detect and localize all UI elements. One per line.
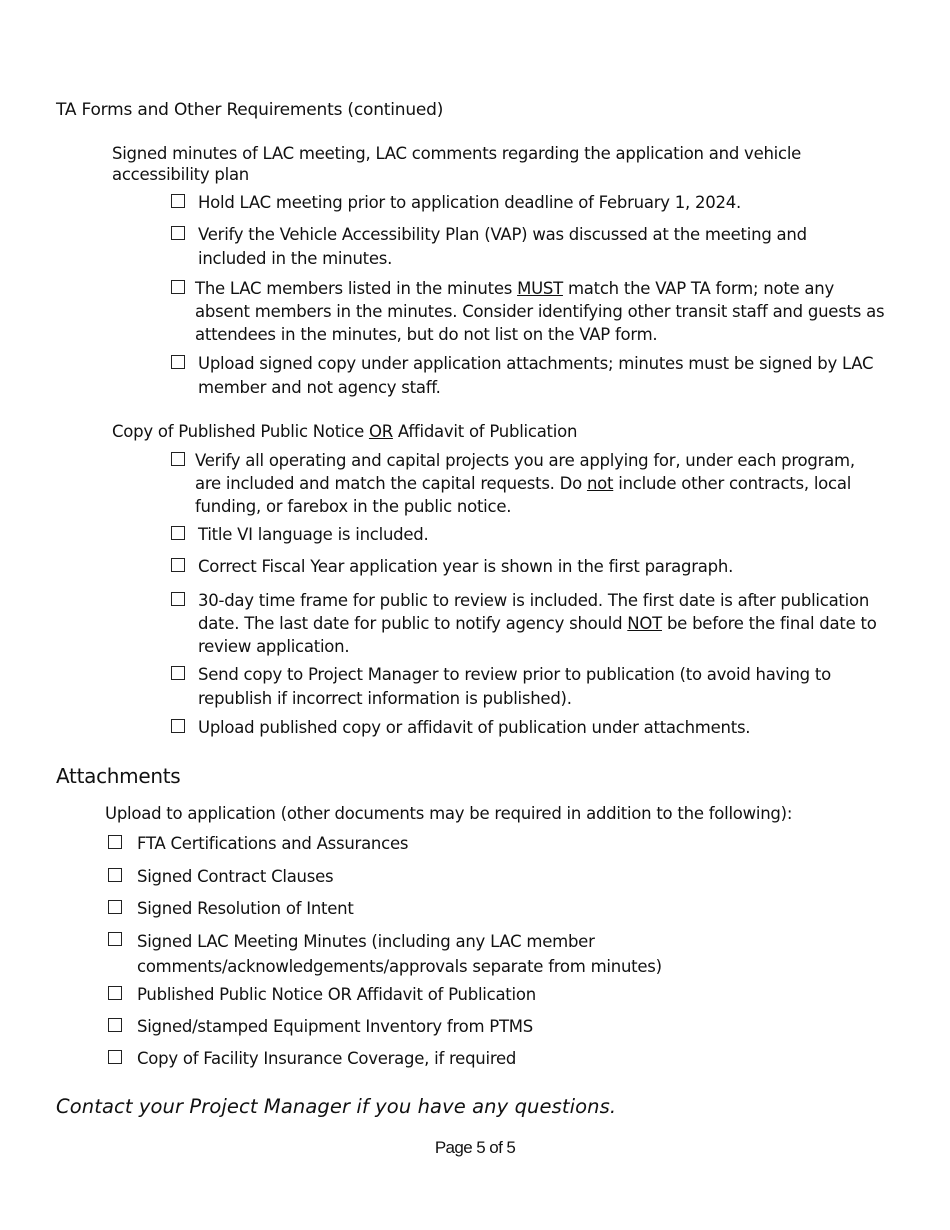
checkbox[interactable] [171,355,185,369]
page-heading: TA Forms and Other Requirements (continued) [56,100,444,120]
checkbox[interactable] [171,452,185,466]
must-emphasis: MUST [517,279,563,298]
attachment-item-1-text: FTA Certifications and Assurances [137,834,409,853]
notice-item-5 [171,663,868,711]
checkbox[interactable] [171,526,185,540]
lac-item-3-text: The LAC members listed in the minutes MUST match the VAP TA form; note any absent members in the minutes. Consider identifying other transit staff and guests as attendees in the minutes, but do not list on the VAP form. [195,279,885,344]
lac-item-4 [171,352,898,400]
attachment-item-3 [108,897,354,921]
notice-item-3-text: Correct Fiscal Year application year is shown in the first paragraph. [198,557,734,576]
checkbox[interactable] [108,835,122,849]
notice-item-1 [171,449,885,518]
lac-item-2 [171,223,868,271]
checkbox[interactable] [171,592,185,606]
lac-item-1 [171,191,888,215]
notice-item-3 [171,555,888,579]
notice-item-2 [171,523,888,547]
notice-item-4-text: 30-day time frame for public to review is included. The first date is after publication date. The last date for public to notify agency should NOT be before the final date to review application. [198,591,877,656]
attachment-item-6 [108,1015,533,1039]
lac-section-title: Signed minutes of LAC meeting, LAC comments regarding the application and vehicle accessibility plan [112,144,802,184]
attachments-intro: Upload to application (other documents may be required in addition to the following): [105,804,793,823]
lac-item-2-text: Verify the Vehicle Accessibility Plan (VAP) was discussed at the meeting and included in the minutes. [198,225,807,268]
attachment-item-6-text: Signed/stamped Equipment Inventory from PTMS [137,1017,534,1036]
checkbox[interactable] [108,868,122,882]
checkbox[interactable] [171,280,185,294]
checkbox[interactable] [171,226,185,240]
checkbox[interactable] [171,666,185,680]
attachment-item-7 [108,1047,516,1071]
attachment-item-7-text: Copy of Facility Insurance Coverage, if required [137,1049,517,1068]
checkbox[interactable] [108,986,122,1000]
attachments-title: Attachments [56,764,181,788]
checkbox[interactable] [108,1050,122,1064]
lac-item-3 [171,277,885,346]
page-number: Page 5 of 5 [434,1138,516,1157]
notice-section-title: Copy of Published Public Notice OR Affidavit of Publication [112,422,578,441]
checkbox[interactable] [108,932,122,946]
checkbox[interactable] [171,194,185,208]
notice-item-5-text: Send copy to Project Manager to review prior to publication (to avoid having to republish if incorrect information is published). [198,665,831,708]
attachment-item-5-text: Published Public Notice OR Affidavit of Publication [137,985,536,1004]
checkbox[interactable] [171,558,185,572]
checkbox[interactable] [108,900,122,914]
attachment-item-3-text: Signed Resolution of Intent [137,899,354,918]
notice-item-1-text: Verify all operating and capital projects you are applying for, under each program, are included and match the capital requests. Do not include other contracts, local funding, or farebox in the public notice. [195,451,855,516]
notice-item-4 [171,589,898,658]
attachment-item-4 [108,929,697,979]
attachment-item-5 [108,983,536,1007]
attachment-item-4-text: Signed LAC Meeting Minutes (including any LAC member comments/acknowledgements/approvals separate from minutes) [137,932,662,976]
lac-item-1-text: Hold LAC meeting prior to application deadline of February 1, 2024. [198,193,741,212]
notice-item-6 [171,716,888,740]
checkbox[interactable] [108,1018,122,1032]
attachment-item-1 [108,832,408,856]
checkbox[interactable] [171,719,185,733]
lac-item-4-text: Upload signed copy under application attachments; minutes must be signed by LAC member and not agency staff. [198,354,874,397]
notice-item-2-text: Title VI language is included. [198,525,429,544]
notice-item-6-text: Upload published copy or affidavit of publication under attachments. [198,718,751,737]
contact-note: Contact your Project Manager if you have any questions. [56,1095,617,1118]
attachment-item-2 [108,865,333,889]
attachment-item-2-text: Signed Contract Clauses [137,867,334,886]
